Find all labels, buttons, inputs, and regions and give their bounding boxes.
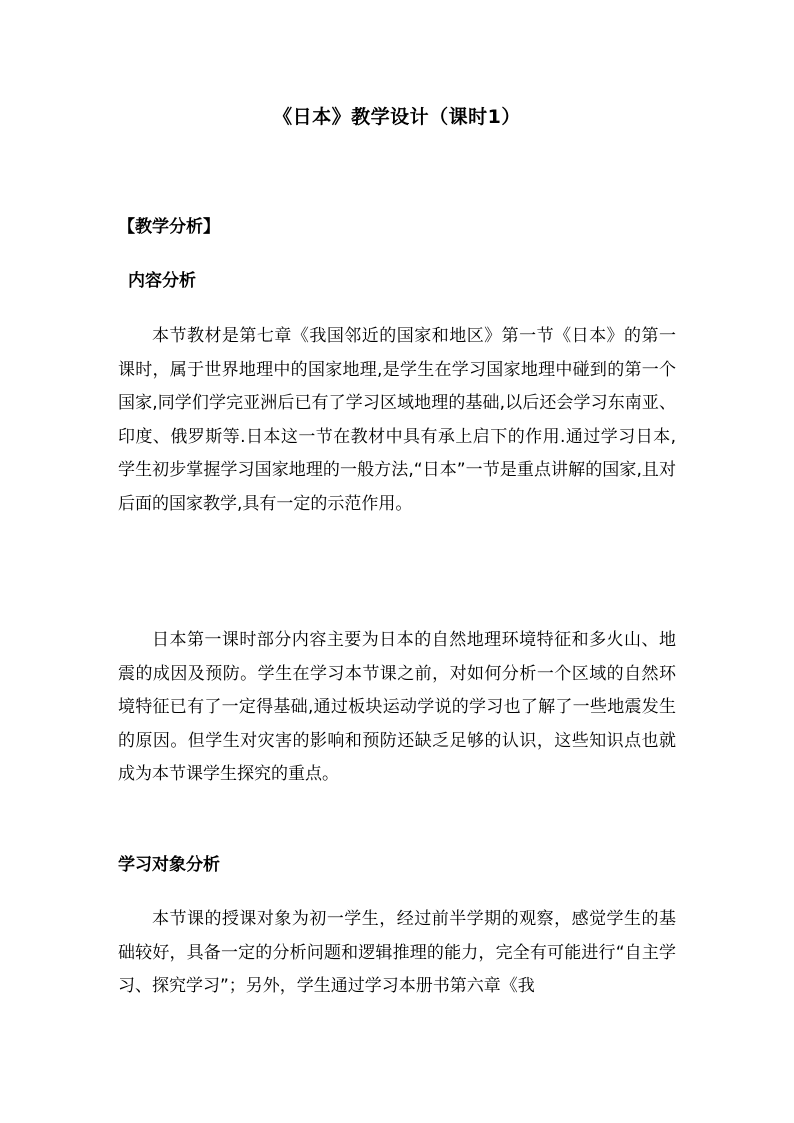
sub-heading-content-analysis: 内容分析 bbox=[128, 271, 196, 291]
section-heading-teaching-analysis: 【教学分析】 bbox=[118, 217, 220, 237]
paragraph-learner-analysis-1: 本节课的授课对象为初一学生，经过前半学期的观察，感觉学生的基础较好，具备一定的分析问题和逻辑推理的能力，完全有可能进行“自主学习、探究学习”；另外，学生通过学习本册书第六章《我 bbox=[118, 909, 676, 997]
paragraph-content-analysis-1: 本节教材是第七章《我国邻近的国家和地区》第一节《日本》的第一课时，属于世界地理中的国家地理,是学生在学习国家地理中碰到的第一个国家,同学们学完亚洲后已有了学习区域地理的基础,以后还会学习东南亚、印度、俄罗斯等.日本这一节在教材中具有承上启下的作用.通过学习日本,学生初步掌握学习国家地理的一般方法,“日本”一节是重点讲解的国家,且对后面的国家教学,具有一定的示范作用。 bbox=[118, 326, 676, 514]
sub-heading-learner-analysis: 学习对象分析 bbox=[118, 855, 220, 875]
document-title: 《日本》教学设计（课时1） bbox=[273, 106, 521, 128]
paragraph-content-analysis-2: 日本第一课时部分内容主要为日本的自然地理环境特征和多火山、地震的成因及预防。学生在学习本节课之前，对如何分析一个区域的自然环境特征已有了一定得基础,通过板块运动学说的学习也了解了一些地震发生的原因。但学生对灾害的影响和预防还缺乏足够的认识，这些知识点也就成为本节课学生探究的重点。 bbox=[118, 630, 676, 785]
